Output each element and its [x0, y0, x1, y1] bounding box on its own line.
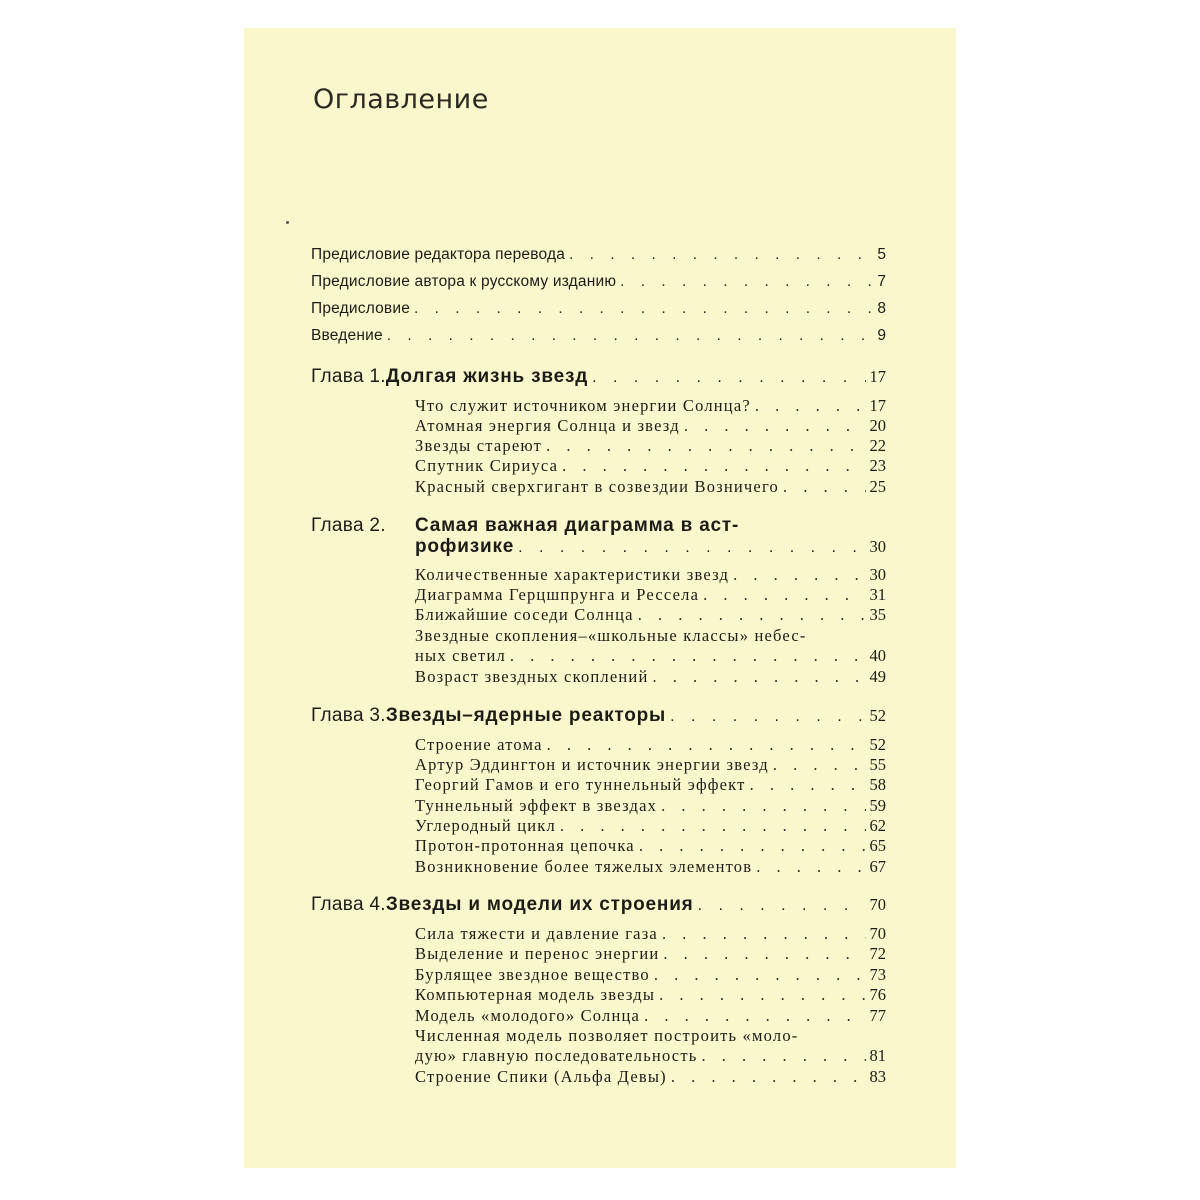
chapter-heading-line2[interactable]: [415, 536, 886, 564]
section-title: Протон-протонная цепочка: [415, 836, 635, 855]
section-page: 35: [869, 605, 886, 624]
dot-leader: [547, 735, 866, 755]
entry-title: Предисловие редактора перевода: [311, 246, 566, 263]
dot-leader: [569, 246, 873, 264]
section-title: Что служит источником энергии Солнца?: [415, 396, 751, 415]
chapter-label: Глава 4.: [311, 894, 386, 915]
section-title: Ближайшие соседи Солнца: [415, 605, 634, 624]
dot-leader: [756, 857, 865, 877]
entry-page: 9: [877, 327, 886, 344]
dot-leader: [750, 775, 866, 795]
toc-section[interactable]: [415, 667, 886, 687]
dot-leader: [670, 708, 865, 726]
dot-leader: [684, 416, 866, 436]
dot-leader: [659, 985, 865, 1005]
section-page: 73: [869, 965, 886, 984]
dot-leader: [620, 273, 873, 291]
section-page: 72: [869, 944, 886, 963]
section-page: 31: [869, 585, 886, 604]
section-title: Красный сверхгигант в созвездии Возничего: [415, 477, 779, 496]
dot-leader: [733, 565, 865, 585]
dot-leader: [562, 456, 865, 476]
dot-leader: [654, 965, 866, 985]
toc-section[interactable]: [415, 985, 886, 1005]
section-page: 70: [869, 924, 886, 943]
dot-leader: [638, 605, 866, 625]
dot-leader: [773, 755, 866, 775]
section-page: 59: [869, 796, 886, 815]
chapter-title: Долгая жизнь звезд: [385, 366, 589, 387]
dot-leader: [663, 944, 865, 964]
dot-leader: [652, 667, 865, 687]
dot-leader: [662, 924, 866, 944]
entry-title: Введение: [311, 327, 383, 344]
toc-section[interactable]: [415, 796, 886, 816]
section-title: Выделение и перенос энергии: [415, 944, 660, 963]
section-title-line2: дую» главную последовательность: [415, 1046, 698, 1065]
section-title: Строение Спики (Альфа Девы): [415, 1067, 667, 1086]
dot-leader: [703, 585, 865, 605]
section-page: 81: [869, 1046, 886, 1065]
entry-page: 7: [877, 273, 886, 290]
entry-title: Предисловие: [311, 300, 411, 317]
dot-leader: [671, 1067, 866, 1087]
entry-title: Предисловие автора к русскому изданию: [311, 273, 617, 290]
page-title: Оглавление: [313, 84, 489, 115]
dot-leader: [698, 897, 866, 915]
section-title: Строение атома: [415, 735, 543, 754]
section-title: Бурлящее звездное вещество: [415, 965, 650, 984]
section-page: 30: [869, 565, 886, 584]
section-title-line1[interactable]: Численная модель позволяет построить «моло-: [415, 1026, 799, 1045]
chapter-heading[interactable]: [311, 366, 886, 394]
toc-section[interactable]: [415, 416, 886, 436]
chapter-label: Глава 3.: [311, 705, 386, 726]
dot-leader: [414, 300, 873, 318]
section-title: Сила тяжести и давление газа: [415, 924, 658, 943]
section-page: 40: [869, 646, 886, 665]
section-title: Артур Эддингтон и источник энергии звезд: [415, 755, 769, 774]
chapter-page: 52: [869, 706, 886, 725]
section-title: Туннельный эффект в звездах: [415, 796, 658, 815]
toc-entry[interactable]: [311, 273, 886, 297]
section-page: 77: [869, 1006, 886, 1025]
toc-section[interactable]: [415, 585, 886, 605]
chapter-heading[interactable]: [311, 705, 886, 733]
section-title: Компьютерная модель звезды: [415, 985, 656, 1004]
section-title: Спутник Сириуса: [415, 456, 559, 475]
section-title: Углеродный цикл: [415, 816, 556, 835]
dot-leader: [387, 327, 874, 345]
toc-section[interactable]: [415, 1046, 886, 1066]
entry-page: 8: [877, 300, 886, 317]
chapter-title-line2: рофизике: [415, 536, 515, 557]
toc-section[interactable]: [415, 396, 886, 416]
toc-section[interactable]: [415, 735, 886, 755]
chapter-heading[interactable]: [311, 894, 886, 922]
section-page: 20: [869, 416, 886, 435]
section-page: 58: [869, 775, 886, 794]
section-page: 83: [869, 1067, 886, 1086]
section-page: 52: [869, 735, 886, 754]
toc-section[interactable]: [415, 605, 886, 625]
toc-entry[interactable]: [311, 327, 886, 351]
dot-leader: [560, 816, 866, 836]
section-page: 67: [869, 857, 886, 876]
toc-section[interactable]: [415, 477, 886, 497]
toc-section[interactable]: [415, 646, 886, 666]
chapter-title-line1: Самая важная диаграмма в аст-: [415, 515, 740, 536]
entry-page: 5: [877, 246, 886, 263]
toc-section[interactable]: [415, 836, 886, 856]
toc-section[interactable]: [415, 1006, 886, 1026]
toc-entry[interactable]: [311, 246, 886, 270]
section-page: 62: [869, 816, 886, 835]
section-title: Георгий Гамов и его туннельный эффект: [415, 775, 746, 794]
section-page: 65: [869, 836, 886, 855]
dot-leader: [783, 477, 866, 497]
dot-leader: [592, 369, 865, 387]
dot-leader: [644, 1006, 865, 1026]
toc-section[interactable]: [415, 816, 886, 836]
chapter-title: Звезды и модели их строения: [385, 894, 694, 915]
section-title: Возникновение более тяжелых элементов: [415, 857, 753, 876]
dot-leader: [546, 436, 865, 456]
toc-section[interactable]: [415, 436, 886, 456]
section-title-line2: ных светил: [415, 646, 506, 665]
dot-leader: [639, 836, 866, 856]
toc-section[interactable]: [415, 944, 886, 964]
toc-section[interactable]: [415, 965, 886, 985]
chapter-title: Звезды–ядерные реакторы: [385, 705, 667, 726]
section-page: 17: [869, 396, 886, 415]
section-title: Возраст звездных скоплений: [415, 667, 649, 686]
dot-leader: [701, 1046, 865, 1066]
section-title-line1[interactable]: Звездные скопления–«школьные классы» небес-: [415, 626, 807, 645]
section-page: 55: [869, 755, 886, 774]
chapter-label: Глава 1.: [311, 366, 386, 387]
section-title: Атомная энергия Солнца и звезд: [415, 416, 680, 435]
chapter-page: 30: [869, 537, 886, 556]
toc-section[interactable]: [415, 565, 886, 585]
toc-section[interactable]: [415, 755, 886, 775]
toc-section[interactable]: [415, 456, 886, 476]
section-title: Модель «молодого» Солнца: [415, 1006, 641, 1025]
section-page: 76: [869, 985, 886, 1004]
chapter-label: Глава 2.: [311, 515, 386, 536]
dot-leader: [755, 396, 866, 416]
dot-leader: [510, 646, 866, 666]
section-page: 25: [869, 477, 886, 496]
dot-leader: [661, 796, 865, 816]
toc-section[interactable]: [415, 924, 886, 944]
chapter-page: 70: [869, 895, 886, 914]
toc-section[interactable]: [415, 1067, 886, 1087]
toc-entry[interactable]: [311, 300, 886, 324]
chapter-page: 17: [869, 367, 886, 386]
section-page: 22: [869, 436, 886, 455]
section-page: 23: [869, 456, 886, 475]
section-title: Количественные характеристики звезд: [415, 565, 730, 584]
toc-section[interactable]: [415, 775, 886, 795]
section-title: Звезды стареют: [415, 436, 543, 455]
section-page: 49: [869, 667, 886, 686]
dot-leader: [518, 539, 865, 557]
toc-section[interactable]: [415, 857, 886, 877]
section-title: Диаграмма Герцшпрунга и Рессела: [415, 585, 700, 604]
